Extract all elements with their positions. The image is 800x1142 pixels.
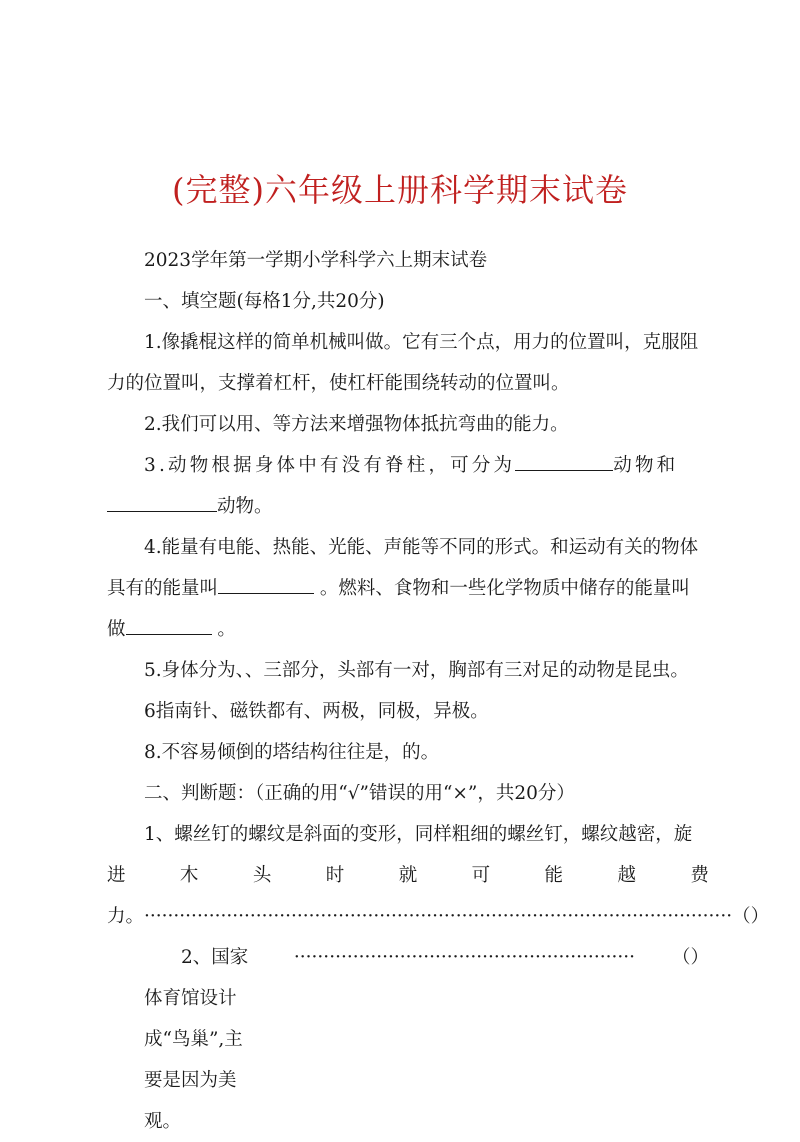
question-6: 6指南针、磁铁都有、两极，同极，异极。 [144,701,489,722]
spread-char: 进 [107,865,126,886]
answer-blank-3b [107,487,217,512]
question-4-line2 [107,568,709,609]
answer-parentheses: （） [671,947,709,968]
judgment-1-line2 [107,855,709,896]
judgment-1-text-end: 力。 [107,906,145,927]
answer-blank-4b [126,610,212,635]
judgment-1-line3 [107,896,770,937]
judgment-2 [107,937,709,1142]
judgment-2-text: 2、国家体育馆设计成“鸟巢”,主要是因为美观。 [144,947,249,1132]
spread-char: 就 [398,865,418,886]
question-4-line1: 4.能量有电能、热能、光能、声能等不同的形式。和运动有关的物体 [144,537,699,558]
question-3-text-a: 3.动物根据身体中有没有脊柱，可分为 [144,455,516,476]
question-1-line2: 力的位置叫，支撑着杠杆，使杠杆能围绕转动的位置叫。 [107,373,570,394]
spread-char: 能 [544,865,564,886]
spread-char: 可 [471,865,491,886]
answer-blank-3a [515,446,613,471]
answer-blank-4a [218,569,314,594]
document-body [107,240,770,1142]
spread-char: 木 [179,865,199,886]
question-3-text-b: 动物和 [613,455,679,476]
leader-dots: ·························································· [293,947,635,968]
question-1-line1: 1.像撬棍这样的简单机械叫做。它有三个点，用力的位置叫，克服阻 [144,332,699,353]
question-4-text-c: 。燃料、食物和一些化学物质中储存的能量叫 [319,578,690,599]
question-5: 5.身体分为、、三部分，头部有一对，胸部有三对足的动物是昆虫。 [144,660,689,681]
judgment-1-line1: 1、螺丝钉的螺纹是斜面的变形，同样粗细的螺丝钉，螺纹越密，旋 [144,824,693,845]
spread-char: 时 [325,865,345,886]
question-4-line3 [107,609,709,650]
document-title: (完整)六年级上册科学期末试卷 [172,171,628,209]
question-4-text-b: 具有的能量叫 [107,578,219,599]
question-2: 2.我们可以用、等方法来增强物体抵抗弯曲的能力。 [144,414,569,435]
question-3-line2 [107,486,709,527]
spread-char: 头 [252,865,272,886]
spread-char: 越 [617,865,636,886]
leader-dots: ···································································································· [144,906,733,927]
exam-title: 2023学年第一学期小学科学六上期末试卷 [144,250,488,271]
question-4-text-e: 。 [217,619,236,640]
question-4-text-d: 做 [107,619,126,640]
spread-char: 费 [690,865,709,886]
answer-parentheses: （） [732,906,770,927]
section1-heading: 一、填空题(每格1分,共20分) [144,291,385,312]
section2-heading: 二、判断题：（正确的用“√”错误的用“×”，共20分） [144,783,575,804]
question-3-text-c: 动物。 [217,496,273,517]
question-8: 8.不容易倾倒的塔结构往往是，的。 [144,742,440,763]
question-3-line1 [107,445,709,486]
